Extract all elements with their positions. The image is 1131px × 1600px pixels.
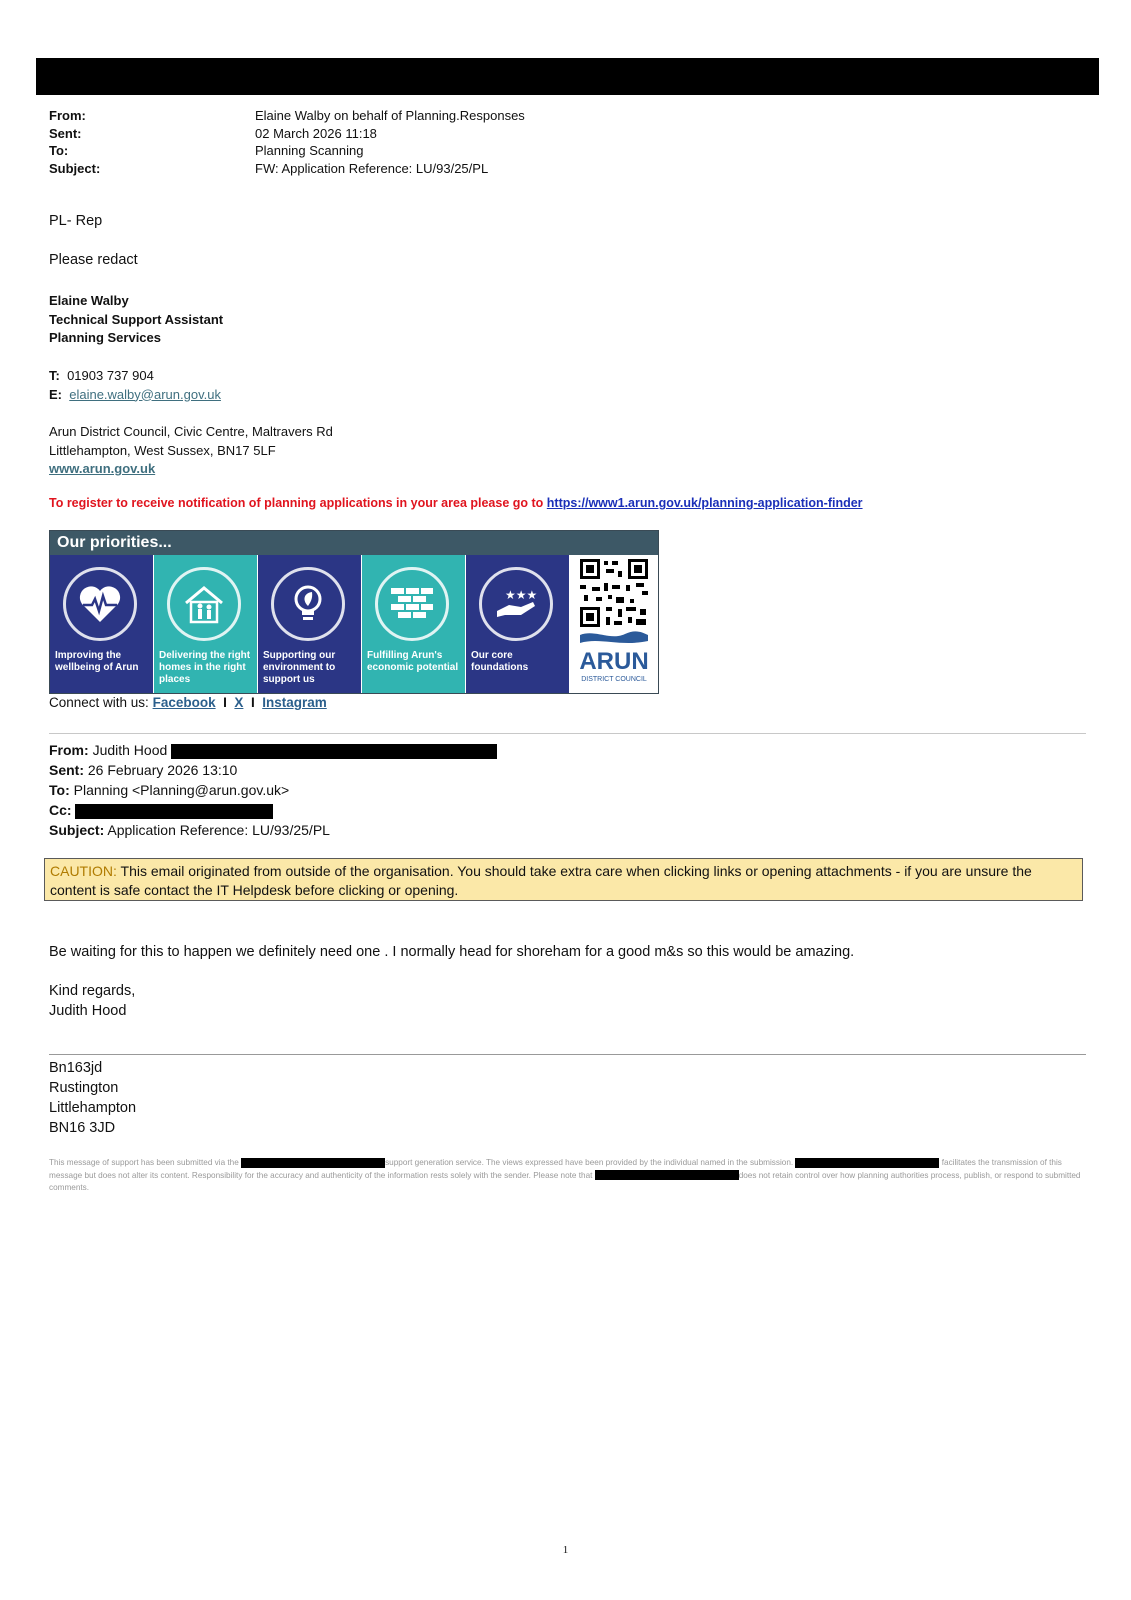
fwd-from-value: Judith Hood xyxy=(92,742,168,758)
body-line-2: Please redact xyxy=(49,252,138,268)
disclaimer xyxy=(49,1157,1089,1195)
redaction-block xyxy=(171,744,497,759)
svg-text:★★★: ★★★ xyxy=(505,588,538,602)
sent-value: 02 March 2026 11:18 xyxy=(255,125,377,141)
fwd-cc-label: Cc: xyxy=(49,802,72,818)
redaction-block xyxy=(75,804,273,819)
address-line: Littlehampton xyxy=(49,1100,137,1116)
subject-value: FW: Application Reference: LU/93/25/PL xyxy=(255,160,489,176)
facebook-link[interactable]: Facebook xyxy=(152,695,216,710)
logo-subtext: DISTRICT COUNCIL xyxy=(581,676,647,683)
disclaimer-part-2: support generation service. The views expressed have been provided by the individual named in the submission. xyxy=(385,1158,794,1167)
address-block xyxy=(49,423,333,479)
fwd-sent-value: 26 February 2026 13:10 xyxy=(87,762,238,778)
redaction-block xyxy=(241,1158,385,1168)
fwd-subject-value: Application Reference: LU/93/25/PL xyxy=(107,822,330,838)
sender-address xyxy=(49,1058,136,1138)
heart-pulse-icon xyxy=(63,567,137,641)
fwd-sent-label: Sent: xyxy=(49,762,84,778)
tel-value: 01903 737 904 xyxy=(67,368,154,383)
connect-row xyxy=(49,695,327,710)
priority-tile-homes xyxy=(154,555,257,693)
closing-line: Kind regards, xyxy=(49,983,136,999)
message-closing xyxy=(49,981,135,1021)
instagram-link[interactable]: Instagram xyxy=(262,695,327,710)
register-notice xyxy=(49,496,863,510)
email-link[interactable]: elaine.walby@arun.gov.uk xyxy=(69,386,221,402)
signoff-line: Judith Hood xyxy=(49,1003,127,1019)
caution-keyword: CAUTION: xyxy=(50,863,117,879)
priority-tile-wellbeing xyxy=(50,555,153,693)
separator: I xyxy=(223,695,227,710)
logo-text: ARUN xyxy=(579,648,649,675)
tile-caption: Improving the wellbeing of Arun xyxy=(55,650,139,673)
to-label: To: xyxy=(49,143,69,158)
signature-title: Technical Support Assistant xyxy=(49,311,224,327)
website-link[interactable]: www.arun.gov.uk xyxy=(49,461,156,476)
tile-caption: Delivering the right homes in the right places xyxy=(159,650,251,685)
redaction-block xyxy=(595,1170,739,1180)
tile-caption: Fulfilling Arun's economic potential xyxy=(367,650,459,673)
priorities-banner xyxy=(49,530,659,694)
address-line: Bn163jd xyxy=(49,1060,103,1076)
fwd-from-label: From: xyxy=(49,742,89,758)
redaction-block xyxy=(795,1158,939,1168)
priority-tile-economy xyxy=(362,555,465,693)
hand-stars-icon xyxy=(479,567,553,641)
signature-name: Elaine Walby xyxy=(49,293,129,308)
email-label: E: xyxy=(49,386,62,402)
tel-label: T: xyxy=(49,368,60,383)
lightbulb-leaf-icon xyxy=(271,567,345,641)
disclaimer-part-3: facilitates the transmission of this message but does not alter its content. Responsibility for the accuracy and authenticity of the information rests solely with the sender. Please note that xyxy=(49,1158,1062,1180)
house-family-icon xyxy=(167,567,241,641)
to-value: Planning Scanning xyxy=(255,143,364,158)
tile-caption: Our core foundations xyxy=(471,650,529,673)
sent-label: Sent: xyxy=(49,125,82,141)
caution-text: This email originated from outside of the organisation. You should take extra care when clicking links or opening attachments - if you are unsure the content is safe contact the IT Helpdesk before clicking or opening. xyxy=(50,863,1032,898)
email-header xyxy=(49,107,525,177)
forwarded-header xyxy=(49,740,497,840)
redaction-bar xyxy=(36,58,1099,95)
address-line: BN16 3JD xyxy=(49,1120,116,1136)
page-number: 1 xyxy=(562,1544,569,1556)
message-text: Be waiting for this to happen we definitely need one . I normally head for shoreham for a good m&s so this would be amazing. xyxy=(49,944,855,960)
signature-block xyxy=(49,292,223,348)
register-text: To register to receive notification of planning applications in your area please go to xyxy=(49,496,544,510)
qr-logo-tile xyxy=(570,555,658,693)
address-line-1: Arun District Council, Civic Centre, Maltravers Rd xyxy=(49,424,333,439)
separator: I xyxy=(250,695,255,710)
fwd-subject-label: Subject: xyxy=(49,822,105,838)
brick-wall-icon xyxy=(375,567,449,641)
divider xyxy=(49,733,1086,734)
disclaimer-part-4: does not retain control over how planning authorities process, publish, or respond to submitted comments. xyxy=(49,1170,1081,1192)
contact-block xyxy=(49,367,221,404)
banner-heading: Our priorities... xyxy=(50,531,658,555)
register-link[interactable]: https://www1.arun.gov.uk/planning-application-finder xyxy=(546,496,863,510)
fwd-to-value: Planning <Planning@arun.gov.uk> xyxy=(73,782,290,798)
body-line-1: PL- Rep xyxy=(49,213,103,229)
fwd-to-label: To: xyxy=(49,782,70,798)
from-value: Elaine Walby on behalf of Planning.Responses xyxy=(255,108,525,123)
from-label: From: xyxy=(49,108,86,123)
subject-label: Subject: xyxy=(49,160,101,176)
signature-department: Planning Services xyxy=(49,330,161,345)
disclaimer-part-1: This message of support has been submitted via the xyxy=(49,1158,239,1167)
caution-banner xyxy=(44,858,1083,901)
x-link[interactable]: X xyxy=(234,695,244,710)
connect-label: Connect with us: xyxy=(49,695,149,710)
divider xyxy=(49,1054,1086,1055)
priority-tile-foundations xyxy=(466,555,569,693)
qr-code-icon xyxy=(570,555,658,693)
address-line: Rustington xyxy=(49,1080,119,1096)
address-line-2: Littlehampton, West Sussex, BN17 5LF xyxy=(49,442,276,458)
tile-caption: Supporting our environment to support us xyxy=(263,650,336,685)
priority-tile-environment xyxy=(258,555,361,693)
